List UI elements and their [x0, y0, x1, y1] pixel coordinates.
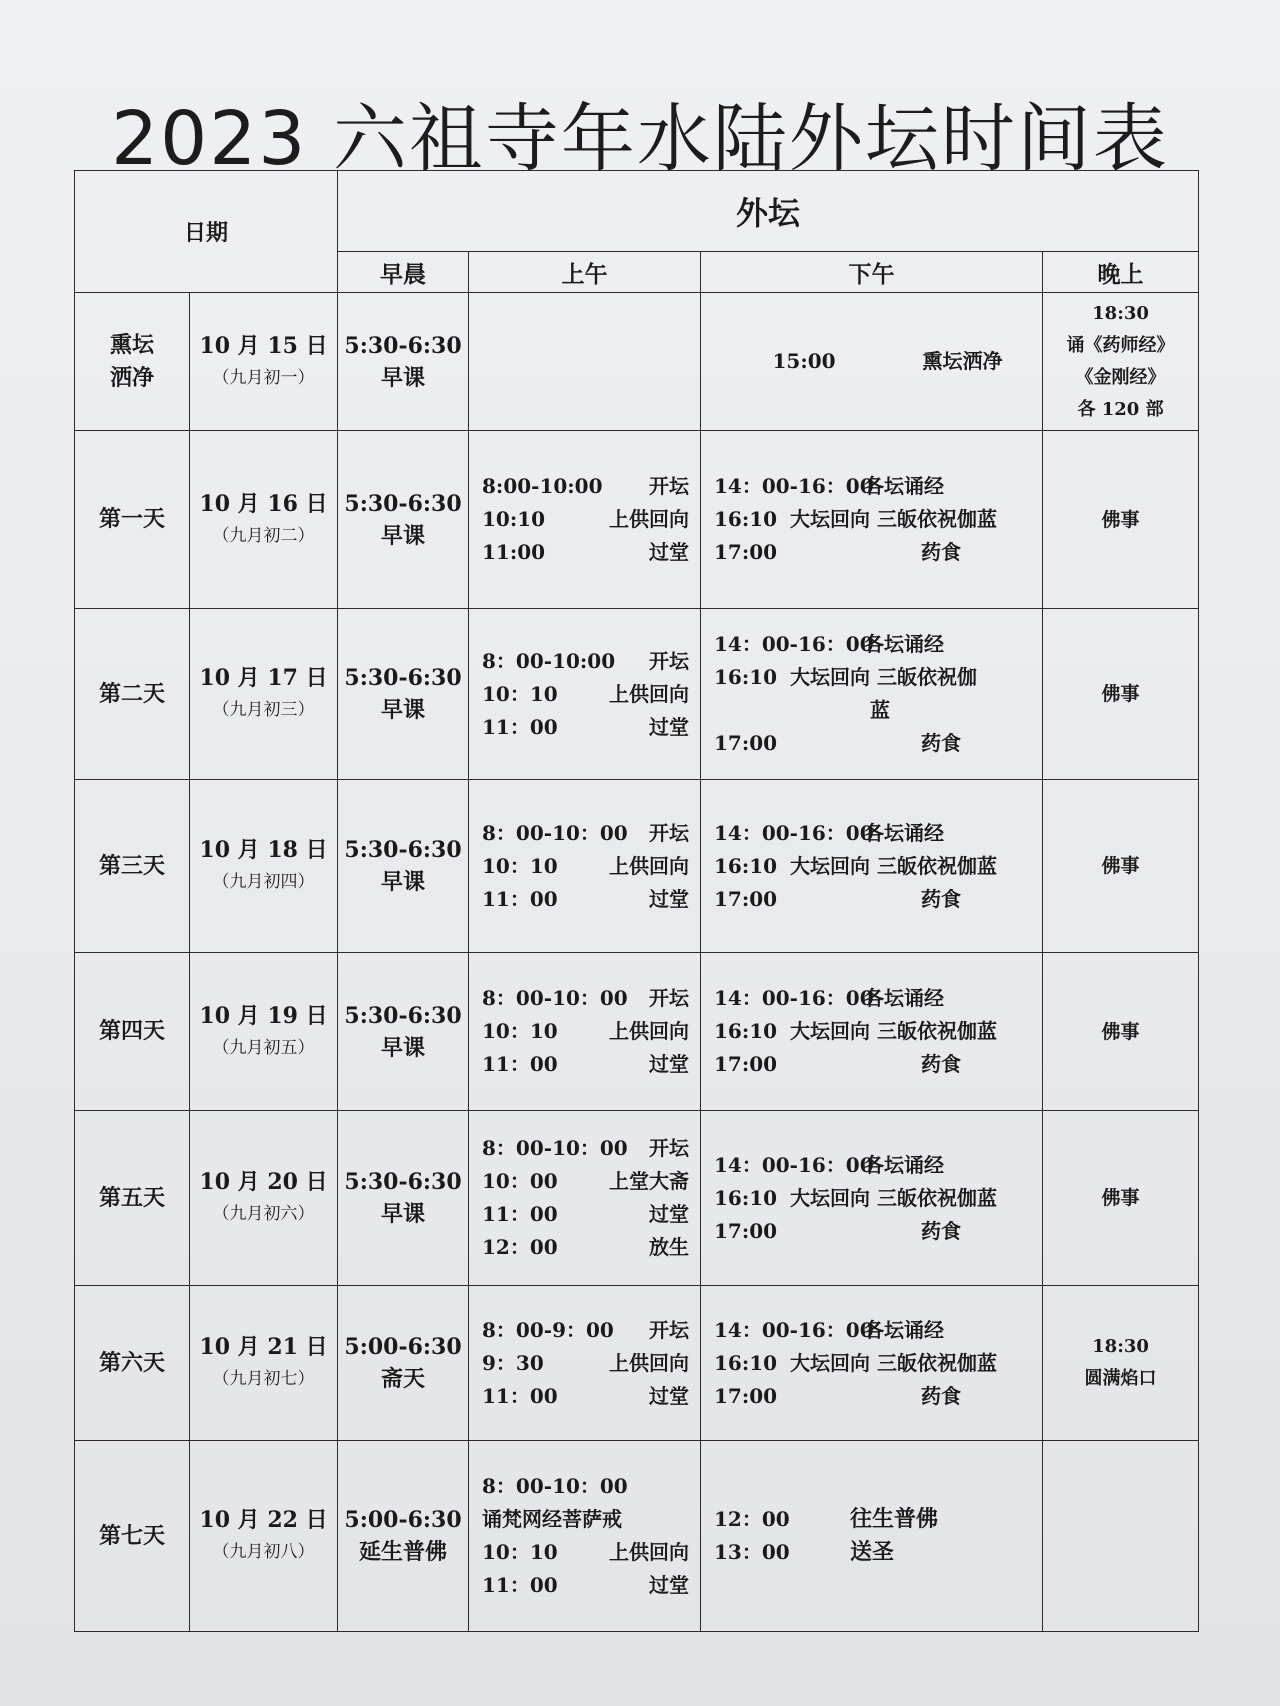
am-activity: 过堂 — [649, 1573, 690, 1597]
am-activity: 过堂 — [649, 886, 690, 911]
am-line — [482, 1503, 689, 1536]
pm-time: 14：00-16：00 — [714, 632, 874, 656]
pm-line — [714, 536, 1031, 569]
morning-cell — [338, 1286, 469, 1441]
pm-activity: 大坛回向 三皈依祝伽蓝 — [790, 1185, 997, 1210]
row-label-text: 第二天 — [98, 680, 165, 707]
lunar-date: （九月初六） — [212, 1204, 315, 1224]
table-row — [75, 780, 1199, 953]
am-time: 8：00-10:00 — [482, 648, 616, 673]
am-time: 9：30 — [482, 1350, 544, 1375]
am-activity: 上供回向 — [609, 1019, 690, 1043]
table-row — [75, 293, 1199, 431]
am-line — [482, 1536, 689, 1569]
am-activity: 上供回向 — [609, 853, 690, 878]
pm-activity: 各坛诵经 — [864, 1152, 945, 1177]
pm-time: 16:10 — [714, 1350, 778, 1375]
solar-date: 10 月 19 日 — [199, 1002, 328, 1029]
pm-time: 13：00 — [714, 1540, 790, 1564]
morning-cell — [338, 609, 469, 780]
schedule-table — [74, 170, 1199, 1632]
pm-line — [714, 1314, 1031, 1347]
morning-text: 5:30-6:30 — [344, 665, 462, 691]
am-line — [482, 536, 689, 569]
am-activity: 上供回向 — [609, 681, 690, 706]
morning-text: 斋天 — [381, 1366, 426, 1392]
lunar-date: （九月初三） — [212, 700, 315, 720]
pm-activity: 各坛诵经 — [864, 474, 945, 498]
morning-cell — [338, 780, 469, 953]
pm-lines — [702, 628, 1041, 760]
am-time: 8：00-10：00 — [482, 1474, 628, 1498]
am-activity: 过堂 — [649, 1052, 690, 1076]
solar-date: 10 月 16 日 — [199, 490, 328, 517]
pm-line — [714, 727, 1031, 760]
evening-cell — [1043, 953, 1199, 1111]
table-row — [75, 609, 1199, 780]
am-lines — [470, 982, 699, 1081]
am-line — [482, 1231, 689, 1264]
evening-cell — [1043, 293, 1199, 431]
am-line — [482, 470, 689, 503]
pm-line — [714, 1503, 1031, 1536]
date-cell — [190, 609, 338, 780]
am-time: 8：00-10：00 — [482, 820, 628, 845]
am-line — [482, 850, 689, 883]
solar-date: 10 月 22 日 — [199, 1507, 328, 1533]
lunar-date: （九月初五） — [212, 1037, 315, 1058]
header-outer-altar: 外坛 — [338, 171, 1199, 252]
lunar-date: （九月初四） — [212, 872, 315, 892]
pm-line — [714, 694, 1031, 727]
am-activity: 上供回向 — [609, 1350, 690, 1375]
pm-time: 17:00 — [714, 540, 778, 564]
am-lines — [470, 470, 699, 569]
morning-text: 早课 — [381, 522, 426, 549]
morning-text: 5:30-6:30 — [344, 490, 462, 517]
pm-time: 14：00-16：00 — [714, 474, 874, 498]
am-activity: 过堂 — [649, 540, 690, 564]
table-row — [75, 1286, 1199, 1441]
morning-text: 早课 — [381, 364, 426, 391]
pm-line — [714, 1215, 1031, 1248]
pm-lines — [702, 1314, 1041, 1413]
header-am: 上午 — [469, 252, 701, 293]
am-cell — [469, 293, 701, 431]
morning-cell — [338, 1441, 469, 1632]
solar-date: 10 月 21 日 — [199, 1334, 328, 1360]
pm-time: 16:10 — [714, 1185, 778, 1210]
header-date: 日期 — [75, 171, 338, 293]
am-activity: 开坛 — [649, 648, 690, 673]
pm-cell — [701, 1286, 1043, 1441]
pm-cell — [701, 293, 1043, 431]
header-pm: 下午 — [701, 252, 1043, 293]
am-time: 11：00 — [482, 1383, 558, 1408]
pm-line — [714, 628, 1031, 661]
evening-text: 佛事 — [1101, 1020, 1140, 1043]
am-activity: 开坛 — [649, 820, 690, 845]
am-lines — [470, 645, 699, 744]
pm-time: 17:00 — [714, 886, 778, 911]
morning-text: 5:30-6:30 — [344, 332, 462, 359]
am-cell — [469, 431, 701, 609]
pm-line — [714, 661, 1031, 694]
am-activity: 过堂 — [649, 1202, 690, 1226]
pm-activity: 药食 — [921, 731, 962, 755]
am-activity: 上供回向 — [609, 507, 690, 531]
am-activity: 放生 — [649, 1235, 690, 1259]
pm-activity: 各坛诵经 — [864, 820, 945, 845]
am-line — [482, 883, 689, 916]
evening-text: 诵《药师经》 — [1066, 334, 1175, 356]
am-activity: 开坛 — [649, 986, 690, 1010]
pm-time: 12：00 — [714, 1507, 790, 1531]
pm-lines — [702, 1149, 1041, 1248]
am-cell — [469, 1441, 701, 1632]
morning-text: 早课 — [381, 869, 426, 895]
pm-activity: 各坛诵经 — [864, 632, 945, 656]
date-cell — [190, 431, 338, 609]
table-row — [75, 1441, 1199, 1632]
pm-activity: 大坛回向 三皈依祝伽蓝 — [790, 853, 997, 878]
pm-activity: 药食 — [921, 886, 962, 911]
am-activity: 开坛 — [649, 474, 690, 498]
date-cell — [190, 1111, 338, 1286]
evening-text: 佛事 — [1101, 855, 1140, 877]
row-label-text: 第七天 — [98, 1522, 165, 1549]
pm-line — [714, 883, 1031, 916]
pm-time: 14：00-16：00 — [714, 820, 874, 845]
pm-lines — [702, 817, 1041, 916]
morning-cell — [338, 293, 469, 431]
am-time: 10:10 — [482, 507, 546, 531]
am-time: 11：00 — [482, 886, 558, 911]
am-time: 10：10 — [482, 1540, 558, 1564]
pm-activity: 药食 — [921, 1052, 962, 1076]
am-line — [482, 1470, 689, 1503]
pm-line — [714, 1015, 1031, 1048]
am-time: 诵梵网经菩萨戒 — [482, 1507, 623, 1531]
am-line — [482, 645, 689, 678]
pm-line — [714, 817, 1031, 850]
pm-line — [714, 1347, 1031, 1380]
am-cell — [469, 780, 701, 953]
evening-text: 圆满焰口 — [1084, 1368, 1157, 1389]
am-line — [482, 1569, 689, 1602]
pm-line — [714, 345, 1031, 378]
am-time: 11:00 — [482, 540, 546, 564]
am-line — [482, 678, 689, 711]
pm-line — [714, 470, 1031, 503]
am-time: 10：10 — [482, 1019, 558, 1043]
date-cell — [190, 953, 338, 1111]
am-time: 8：00-9：00 — [482, 1317, 614, 1342]
row-label — [75, 780, 190, 953]
pm-activity: 蓝 — [870, 698, 891, 722]
morning-text: 5:00-6:30 — [344, 1507, 462, 1533]
row-label — [75, 1441, 190, 1632]
pm-cell — [701, 1111, 1043, 1286]
pm-line — [714, 1536, 1031, 1569]
morning-text: 早课 — [381, 697, 426, 723]
pm-time: 14：00-16：00 — [714, 1152, 874, 1177]
morning-text: 5:00-6:30 — [344, 1334, 462, 1360]
row-label — [75, 431, 190, 609]
evening-text: 各 120 部 — [1077, 398, 1164, 420]
pm-cell — [701, 780, 1043, 953]
evening-text: 佛事 — [1101, 508, 1140, 531]
evening-cell — [1043, 1441, 1199, 1632]
morning-text: 5:30-6:30 — [344, 1002, 462, 1029]
pm-line — [714, 503, 1031, 536]
pm-time: 16:10 — [714, 1019, 778, 1043]
am-line — [482, 1198, 689, 1231]
am-cell — [469, 953, 701, 1111]
evening-cell — [1043, 780, 1199, 953]
am-activity: 开坛 — [649, 1136, 690, 1160]
pm-time: 14：00-16：00 — [714, 986, 874, 1010]
solar-date: 10 月 20 日 — [199, 1169, 328, 1195]
solar-date: 10 月 15 日 — [199, 332, 328, 359]
row-label-text: 第四天 — [98, 1018, 165, 1044]
am-time: 11：00 — [482, 714, 558, 739]
pm-time: 17:00 — [714, 731, 778, 755]
am-line — [482, 711, 689, 744]
am-lines — [470, 817, 699, 916]
am-cell — [469, 609, 701, 780]
pm-time: 16:10 — [714, 507, 778, 531]
am-time: 11：00 — [482, 1202, 558, 1226]
morning-cell — [338, 1111, 469, 1286]
pm-activity: 药食 — [921, 540, 962, 564]
pm-activity: 各坛诵经 — [864, 986, 945, 1010]
am-time: 8：00-10：00 — [482, 986, 628, 1010]
row-label-text: 第三天 — [98, 852, 165, 879]
row-label — [75, 1111, 190, 1286]
am-line — [482, 1048, 689, 1081]
pm-lines — [702, 345, 1041, 378]
evening-cell — [1043, 609, 1199, 780]
am-time: 12：00 — [482, 1235, 558, 1259]
morning-text: 延生普佛 — [359, 1539, 448, 1565]
date-cell — [190, 780, 338, 953]
am-time: 11：00 — [482, 1573, 558, 1597]
pm-time: 17:00 — [714, 1052, 778, 1076]
am-time: 8：00-10：00 — [482, 1136, 628, 1160]
morning-text: 5:30-6:30 — [344, 1169, 462, 1195]
am-time: 10：00 — [482, 1169, 558, 1193]
pm-lines — [702, 1503, 1041, 1569]
row-label — [75, 609, 190, 780]
am-line — [482, 1347, 689, 1380]
am-line — [482, 503, 689, 536]
table-row — [75, 1111, 1199, 1286]
pm-lines — [702, 470, 1041, 569]
evening-text: 佛事 — [1101, 683, 1140, 705]
morning-text: 早课 — [381, 1201, 426, 1227]
pm-activity: 大坛回向 三皈依祝伽蓝 — [790, 1019, 997, 1043]
lunar-date: （九月初八） — [212, 1542, 315, 1562]
evening-text: 《金刚经》 — [1075, 366, 1166, 388]
row-label-text: 洒净 — [109, 364, 154, 391]
am-line — [482, 1314, 689, 1347]
date-cell — [190, 1286, 338, 1441]
header-morning: 早晨 — [338, 252, 469, 293]
row-label-text: 第六天 — [98, 1349, 165, 1376]
pm-activity: 大坛回向 三皈依祝伽蓝 — [790, 1350, 997, 1375]
am-time: 11：00 — [482, 1052, 558, 1076]
date-cell — [190, 1441, 338, 1632]
pm-line — [714, 1149, 1031, 1182]
pm-time: 16:10 — [714, 853, 778, 878]
am-line — [482, 1165, 689, 1198]
pm-activity: 药食 — [921, 1383, 962, 1408]
table-row — [75, 431, 1199, 609]
morning-cell — [338, 431, 469, 609]
pm-time: 14：00-16：00 — [714, 1317, 874, 1342]
row-label-text: 第一天 — [98, 506, 165, 532]
pm-activity: 大坛回向 三皈依祝伽 — [790, 665, 977, 689]
am-cell — [469, 1111, 701, 1286]
evening-text: 18:30 — [1092, 302, 1149, 324]
pm-time: 16:10 — [714, 665, 778, 689]
am-time: 8:00-10:00 — [482, 474, 603, 498]
lunar-date: （九月初一） — [212, 367, 315, 388]
lunar-date: （九月初七） — [212, 1369, 315, 1389]
am-activity: 过堂 — [649, 1383, 690, 1408]
pm-activity: 熏坛洒净 — [922, 349, 1003, 373]
pm-time: 17:00 — [714, 1383, 778, 1408]
evening-text: 18:30 — [1092, 1336, 1149, 1357]
evening-cell — [1043, 1111, 1199, 1286]
pm-time: 17:00 — [714, 1218, 778, 1243]
row-label — [75, 953, 190, 1111]
evening-text: 佛事 — [1101, 1187, 1140, 1209]
pm-cell — [701, 953, 1043, 1111]
evening-cell — [1043, 1286, 1199, 1441]
lunar-date: （九月初二） — [212, 525, 315, 546]
am-activity: 上供回向 — [609, 1540, 690, 1564]
pm-cell — [701, 1441, 1043, 1632]
morning-cell — [338, 953, 469, 1111]
am-lines — [470, 1132, 699, 1264]
pm-line — [714, 982, 1031, 1015]
am-activity: 开坛 — [649, 1317, 690, 1342]
pm-activity: 药食 — [921, 1218, 962, 1243]
pm-cell — [701, 431, 1043, 609]
pm-activity: 大坛回向 三皈依祝伽蓝 — [790, 507, 997, 531]
row-label — [75, 1286, 190, 1441]
morning-text: 早课 — [381, 1034, 426, 1061]
am-lines — [470, 1314, 699, 1413]
pm-activity: 送圣 — [850, 1539, 895, 1565]
am-activity: 上堂大斋 — [609, 1169, 690, 1193]
pm-line — [714, 1182, 1031, 1215]
am-line — [482, 1015, 689, 1048]
solar-date: 10 月 18 日 — [199, 837, 328, 863]
row-label-text: 第五天 — [98, 1184, 165, 1211]
pm-lines — [702, 982, 1041, 1081]
am-cell — [469, 1286, 701, 1441]
am-line — [482, 817, 689, 850]
page-title: 2023 六祖寺年水陆外坛时间表 — [111, 96, 1169, 182]
am-line — [482, 982, 689, 1015]
pm-activity: 往生普佛 — [850, 1506, 939, 1532]
morning-text: 5:30-6:30 — [344, 837, 462, 863]
header-evening: 晚上 — [1043, 252, 1199, 293]
am-time: 10：10 — [482, 681, 558, 706]
solar-date: 10 月 17 日 — [199, 665, 328, 691]
row-label-text: 熏坛 — [109, 331, 154, 358]
pm-line — [714, 1380, 1031, 1413]
table-row — [75, 953, 1199, 1111]
am-activity: 过堂 — [649, 714, 690, 739]
pm-line — [714, 850, 1031, 883]
am-line — [482, 1380, 689, 1413]
pm-time: 15:00 — [772, 349, 836, 373]
am-time: 10：10 — [482, 853, 558, 878]
pm-line — [714, 1048, 1031, 1081]
pm-cell — [701, 609, 1043, 780]
pm-activity: 各坛诵经 — [864, 1317, 945, 1342]
am-line — [482, 1132, 689, 1165]
evening-cell — [1043, 431, 1199, 609]
am-lines — [470, 1470, 699, 1602]
row-label — [75, 293, 190, 431]
date-cell — [190, 293, 338, 431]
